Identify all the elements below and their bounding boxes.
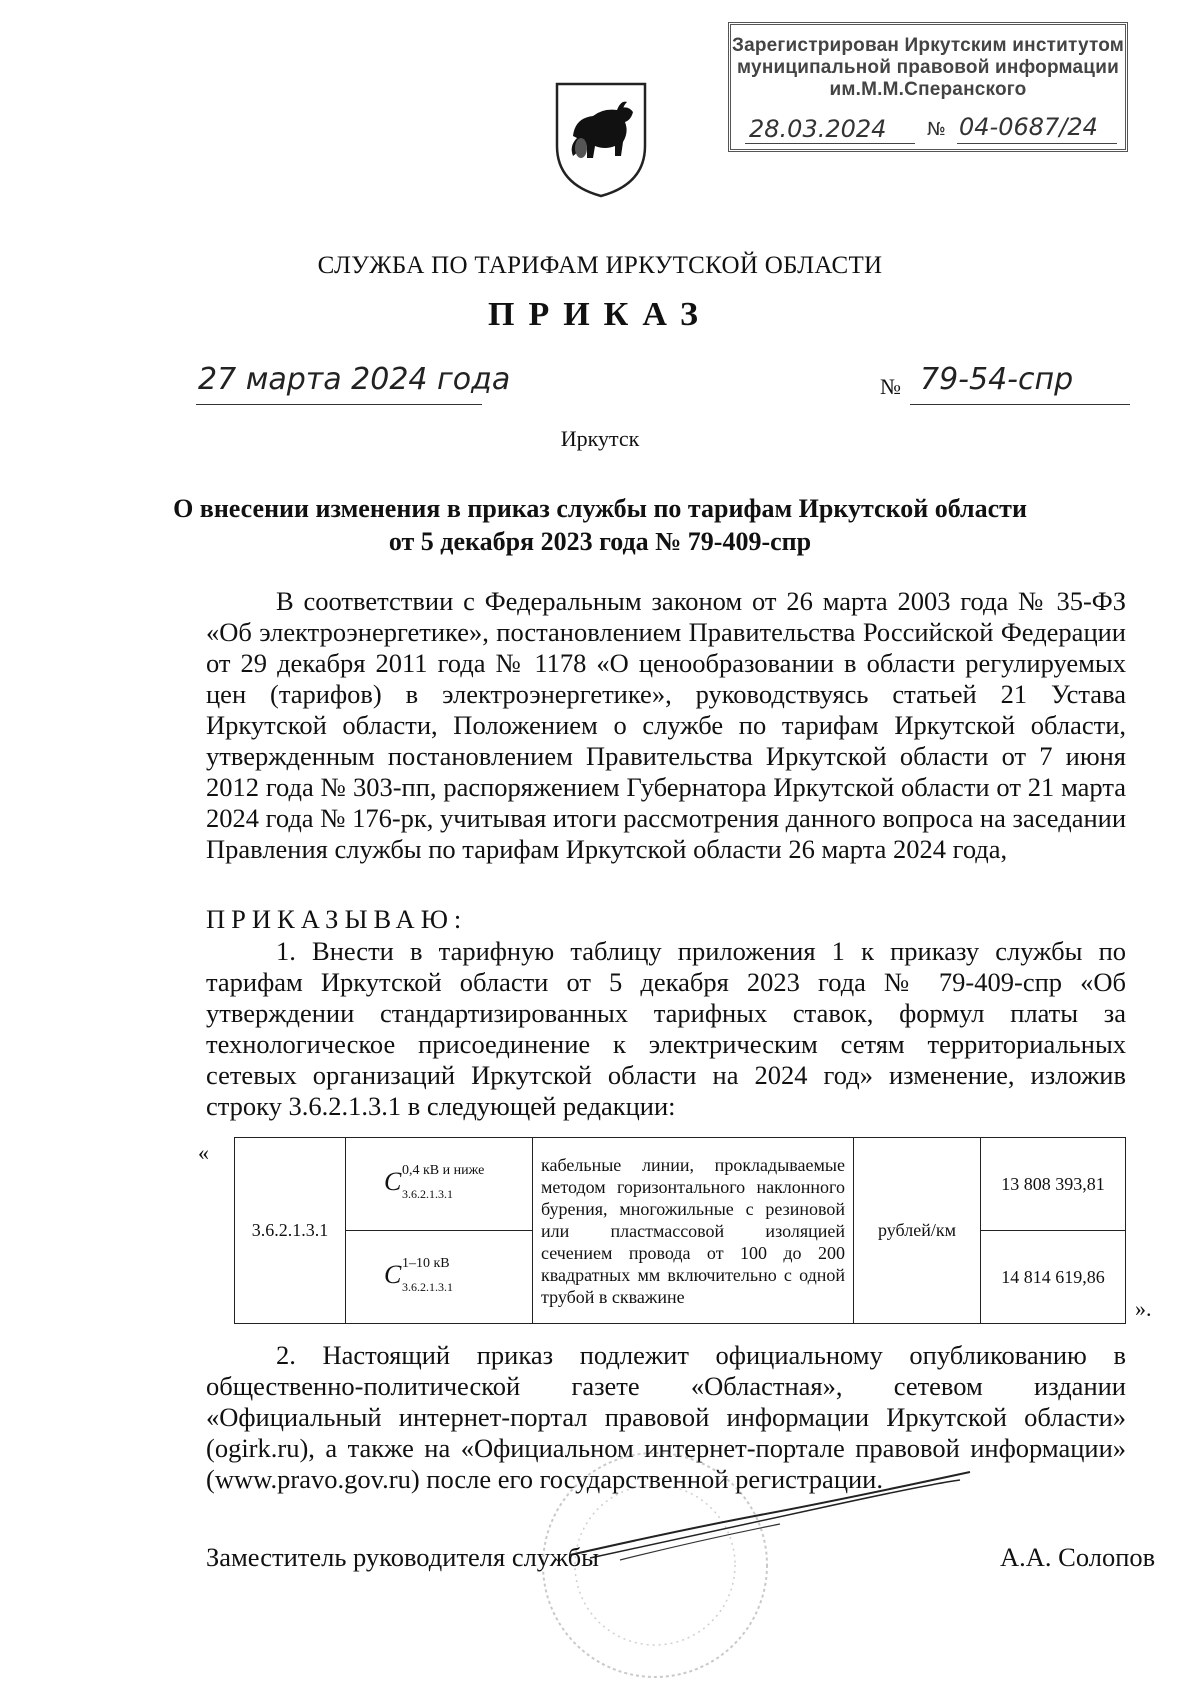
signature-icon [560,1460,980,1570]
value-cell: 14 814 619,86 [981,1231,1126,1324]
value-cell: 13 808 393,81 [981,1138,1126,1231]
formula-medium-voltage [384,1250,494,1300]
order-subject [0,492,1200,558]
formula-cell [346,1138,533,1231]
formula-index: 3.6.2.1.3.1 [402,1186,453,1201]
coat-of-arms-icon [551,80,651,200]
stamp-date: 28.03.2024 [749,115,887,143]
document-title: ПРИКАЗ [488,296,712,333]
item-1-text: 1. Внести в тарифную таблицу приложения 1 к приказу службы по тарифам Иркутской области от 5 декабря 2023 года № 79-409-спр «Об утверждении стандартизированных тарифных ставок, формул платы за технологическое присоединение к электрическим сетям территориальных сетевых организаций Иркутской области на 2024 год» изменение, изложив строку 3.6.2.1.3.1 в следующей редакции: [206,936,1126,1121]
stamp-number: 04-0687/24 [959,113,1098,141]
table-row [235,1138,1126,1231]
item-2-text: 2. Настоящий приказ подлежит официальному опубликованию в общественно-политической газете «Областная», сетевом издании «Официальный интернет-портал правовой информации Иркутской области» (ogirk.ru), а также на «Официальном интернет-портале правовой информации» (www.pravo.gov.ru) после его государственной регистрации. [206,1340,1126,1494]
formula-voltage: 0,4 кВ и ниже [402,1162,485,1178]
preamble-text: В соответствии с Федеральным законом от 26 марта 2003 года № 35-ФЗ «Об электроэнергетике», постановлением Правительства Российской Федерации от 29 декабря 2011 года № 1178 «О ценообразовании в области регулируемых цен (тарифов) в электроэнергетике», руководствуясь статьей 21 Устава Иркутской области, Положением о службе по тарифам Иркутской области, утвержденным постановлением Правительства Иркутской области от 7 июня 2012 года № 303-пп, распоряжением Губернатора Иркутской области от 21 марта 2024 года № 176-рк, учитывая итоги рассмотрения данного вопроса на заседании Правления службы по тарифам Иркутской области 26 марта 2024 года, [206,586,1126,864]
formula-index: 3.6.2.1.3.1 [402,1279,453,1294]
order-number: 79-54-спр [920,362,1074,397]
formula-cell [346,1231,533,1324]
organization-name: СЛУЖБА ПО ТАРИФАМ ИРКУТСКОЙ ОБЛАСТИ [317,252,883,279]
signer-title: Заместитель руководителя службы [206,1542,599,1572]
row-code: 3.6.2.1.3.1 [235,1138,346,1324]
stamp-line-2: муниципальной правовой информации [737,57,1119,78]
formula-symbol: C [384,1259,402,1289]
table-open-quote: « [198,1140,209,1165]
order-date: 27 марта 2024 года [198,362,511,397]
stamp-line-1: Зарегистрирован Иркутским институтом [731,35,1125,56]
subject-line-2: от 5 декабря 2023 года № 79-409-спр [388,527,812,556]
number-sign: № [880,374,901,399]
formula-low-voltage [384,1157,494,1207]
preamble-paragraph [206,586,1126,865]
city: Иркутск [560,426,640,451]
tariff-table [234,1137,1126,1324]
subject-line-1: О внесении изменения в приказ службы по тарифам Иркутской области [173,494,1027,523]
unit-cell: рублей/км [854,1138,981,1324]
item-1-paragraph [206,936,1126,1122]
registration-stamp [728,22,1128,152]
decree-heading: ПРИКАЗЫВАЮ: [206,904,468,934]
formula-voltage: 1–10 кВ [402,1255,450,1271]
stamp-line-3: им.М.М.Сперанского [829,79,1027,100]
number-underline [910,404,1130,405]
stamp-number-label: № [927,119,946,140]
date-underline [196,404,482,405]
formula-symbol: C [384,1166,402,1196]
description-cell: кабельные линии, прокладываемые методом горизонтального наклонного бурения, многожильные с резиновой или пластмассовой изоляцией сечением провода от 100 до 200 квадратных мм включительно с одной трубой в скважине [533,1138,854,1324]
table-close-quote: ». [1135,1296,1152,1321]
signer-name: А.А. Солопов [1000,1542,1156,1572]
